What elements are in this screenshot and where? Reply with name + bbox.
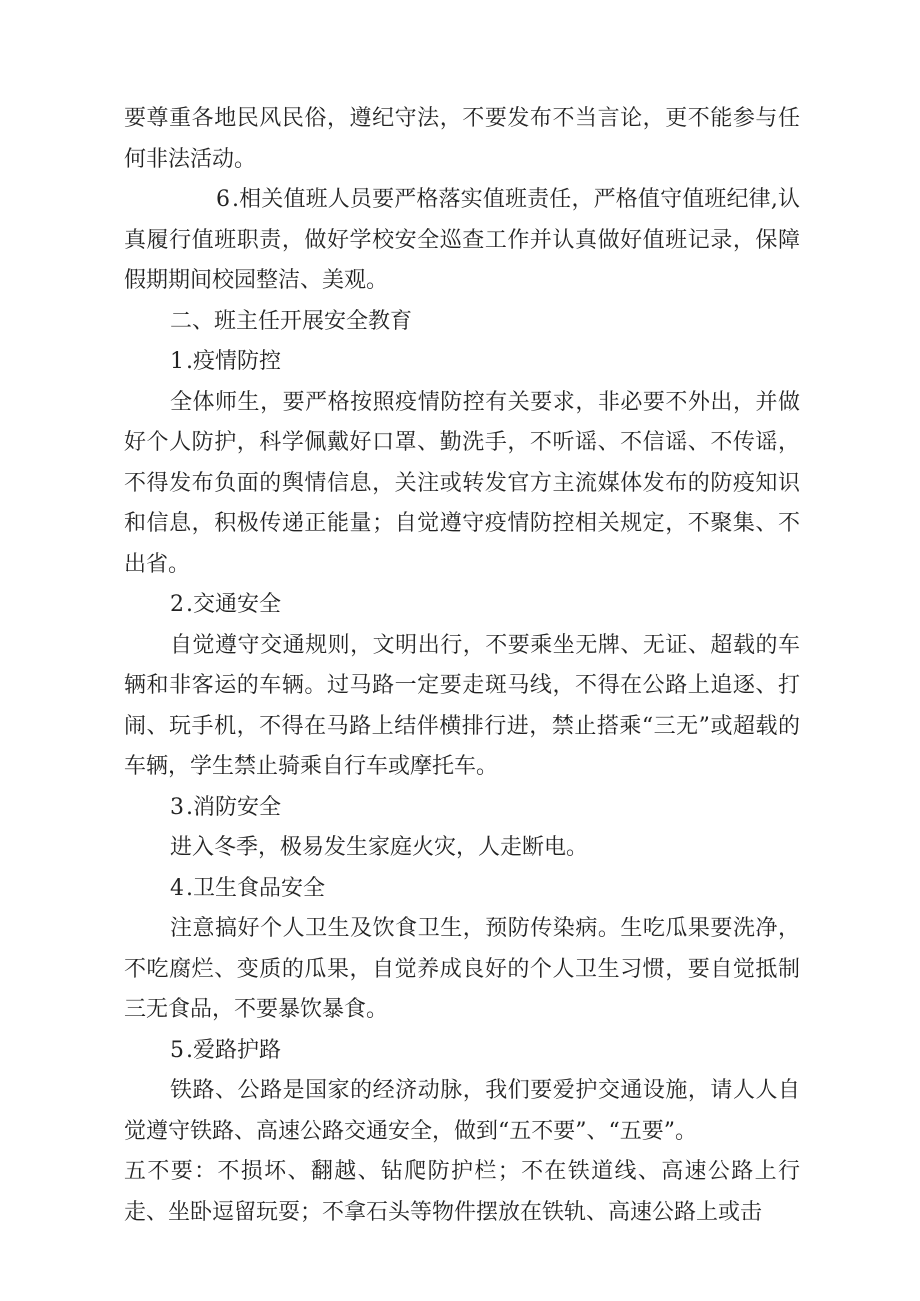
subheading-traffic-safety [124,585,800,626]
paragraph-epidemic-control: 全体师生，要严格按照疫情防控有关要求，非必要不外出，并做好个人防护，科学佩戴好口罩、勤洗手，不听谣、不信谣、不传谣，不得发布负面的舆情信息，关注或转发官方主流媒体发布的防疫知识和信息，积极传递正能量；自觉遵守疫情防控相关规定，不聚集、不出省。 [124,389,800,577]
section-heading: 二、班主任开展安全教育 [170,308,413,334]
paragraph-five-donts: 五不要：不损坏、翻越、钻爬防护栏；不在铁道线、高速公路上行走、坐卧逗留玩耍；不拿石头等物件摆放在铁轨、高速公路上或击 [124,1159,800,1225]
subheading-text: .卫生食品安全 [186,875,325,901]
item-number: 1 [170,349,184,374]
subheading-fire-safety [124,788,800,829]
subheading-food-safety [124,869,800,910]
item-number: 5 [170,1037,184,1063]
paragraph-food-safety: 注意搞好个人卫生及饮食卫生，预防传染病。生吃瓜果要洗净，不吃腐烂、变质的瓜果，自觉养成良好的个人卫生习惯，要自觉抵制三无食品，不要暴饮暴食。 [124,916,800,1022]
subheading-road-protection [124,1031,800,1072]
paragraph-fire-safety: 进入冬季，极易发生家庭火灾，人走断电。 [170,835,589,860]
subheading-text: .交通安全 [186,592,281,617]
paragraph-road-protection: 铁路、公路是国家的经济动脉，我们要爱护交通设施，请人人自觉遵守铁路、高速公路交通安全，做到“五不要”、“五要”。 [124,1078,800,1144]
paragraph-traffic-safety: 自觉遵守交通规则，文明出行，不要乘坐无牌、无证、超载的车辆和非客运的车辆。过马路一定要走斑马线，不得在公路上追逐、打闹、玩手机，不得在马路上结伴横排行进，禁止搭乘“三无”或超载的车辆，学生禁止骑乘自行车或摩托车。 [124,632,800,779]
item-number: 6 [216,187,230,212]
item-number: 3 [170,794,184,820]
item-number: 2 [170,592,184,617]
paragraph-text: .相关值班人员要严格落实值班责任，严格值守值班纪律,认真履行值班职责，做好学校安全巡查工作并认真做好值班记录，保障假期期间校园整洁、美观。 [124,187,800,293]
subheading-text: .消防安全 [186,794,281,820]
item-number: 4 [170,875,184,901]
subheading-text: .疫情防控 [186,349,281,374]
paragraph-item-6 [124,180,800,302]
document-page [124,99,800,1233]
subheading-text: .爱路护路 [186,1037,281,1063]
paragraph-continuation: 要尊重各地民风民俗，遵纪守法，不要发布不当言论，更不能参与任何非法活动。 [124,106,800,172]
subheading-epidemic-control [124,342,800,383]
